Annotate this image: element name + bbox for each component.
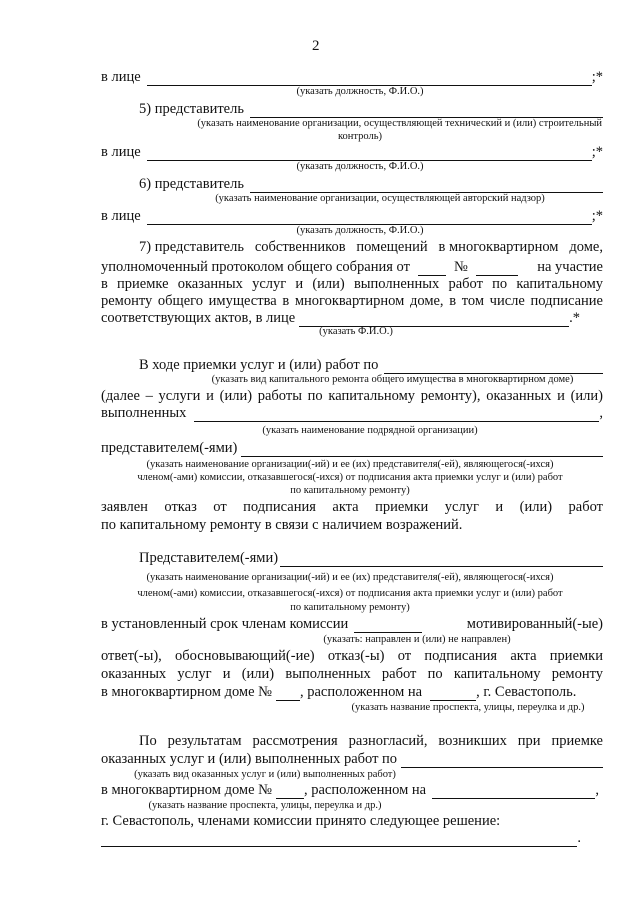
decision-line-d: г. Севастополь, членами комиссии принято следующее решение: [101,813,501,829]
hint-rep-c: по капитальному ремонту) [290,485,410,496]
representatives-line-c: ответ(-ы), обосновывающий(-ие) отказ(-ы) от подписания акта приемки [101,648,603,664]
person-line-2 [101,143,603,161]
person-line-1-prefix: в лице [101,69,141,85]
hint-representatives-b: членом(-ами) комиссии, отказавшегося(-ихся) от подписания акта приемки услуг и (или) работ [137,588,563,599]
decision-located-text: , расположенном на [304,782,427,798]
item-6-line [139,175,603,193]
building-number-text: в многоквартирном доме № [101,684,272,700]
hint-org-5-a: (указать наименование организации, осуществляющей технический и (или) строительный [197,118,602,129]
acceptance-intro: В ходе приемки услуг и (или) работ по [139,357,379,373]
item-7-protocol-text: уполномоченный протоколом общего собрания от [101,259,410,275]
hint-contractor: (указать наименование подрядной организации) [262,425,478,436]
contractor-blank[interactable] [194,407,599,422]
services-blank[interactable] [401,753,603,768]
repair-type-blank[interactable] [384,359,603,374]
item-7-word-2: собственников [254,239,346,255]
item-7-line-d: ремонту общего имущества в многоквартирном доме, в том числе подписание [101,293,603,309]
hint-rep-a: (указать наименование организации(-ий) и ее (их) представителя(-ей), являющегося(-ихся) [146,459,554,470]
representatives-label: представителем(-ями) [101,440,238,456]
decision-blank[interactable] [101,832,577,847]
decision-period: . [577,830,581,846]
city-text: , г. Севастополь. [476,684,577,700]
person-line-3-suffix: ;* [591,208,603,224]
person-line-3-prefix: в лице [101,208,141,224]
hint-representatives-a: (указать наименование организации(-ий) и ее (их) представителя(-ей), являющегося(-ихся) [146,572,554,583]
item-7-acts-suffix: .* [569,310,580,326]
person-line-1 [101,68,603,86]
item-7-word-1: 7) представитель [139,239,244,255]
decision-line-a: По результатам рассмотрения разногласий, возникших при приемке [139,733,603,749]
representatives-line-a [139,549,603,567]
decision-building-text: в многоквартирном доме № [101,782,272,798]
person-line-3-blank[interactable] [147,210,592,225]
acceptance-line-d [101,439,603,457]
hint-fio: (указать Ф.И.О.) [319,326,393,337]
decision-comma: , [595,782,599,798]
representatives-name-blank[interactable] [280,552,603,567]
item-6-blank[interactable] [250,178,603,193]
decision-street-blank[interactable] [432,784,595,799]
hint-address-2: (указать название проспекта, улицы, переулка и др.) [148,800,382,811]
acceptance-line-e: заявлен отказ от подписания акта приемки услуг и (или) работ [101,499,603,515]
services-text: оказанных услуг и (или) выполненных работ по [101,751,398,767]
hint-representatives-c: по капитальному ремонту) [290,602,410,613]
person-line-2-blank[interactable] [147,146,592,161]
person-line-1-suffix: ;* [591,69,603,85]
decision-line-b [101,750,603,768]
item-7-line-a [139,238,603,256]
item-7-line-c: в приемке оказанных услуг и (или) выполненных работ по капитальному [101,276,603,292]
protocol-date-blank[interactable] [418,261,446,276]
decision-line-e [101,829,581,847]
hint-repair-type: (указать вид капитального ремонта общего имущества в многоквартирном доме) [211,374,574,385]
item-7-participation: на участие [537,259,603,275]
hint-position-3: (указать должность, Ф.И.О.) [296,225,424,236]
item-7-word-5: доме, [569,239,603,255]
motivated-text: мотивированный(-ые) [466,616,603,632]
hint-org-5-b: контроль) [337,131,383,142]
representatives-line-e [101,683,603,701]
decision-line-c [101,781,599,799]
acceptance-line-c [101,404,603,422]
hint-sent: (указать: направлен и (или) не направлен) [323,634,511,645]
person-line-3 [101,207,603,225]
acceptance-comma: , [599,405,603,421]
street-blank[interactable] [430,686,476,701]
acceptance-line-a [139,356,603,374]
person-line-2-prefix: в лице [101,144,141,160]
item-7-acts-text: соответствующих актов, в лице [101,310,296,326]
hint-position-1: (указать должность, Ф.И.О.) [296,86,424,97]
item-5-line [139,100,603,118]
hint-position-2: (указать должность, Ф.И.О.) [296,161,424,172]
acceptance-line-b: (далее – услуги и (или) работы по капитальному ремонту), оказанных и (или) [101,388,603,404]
item-5-blank[interactable] [250,103,603,118]
hint-services: (указать вид оказанных услуг и (или) выполненных работ) [134,769,396,780]
representatives-line-b [101,615,603,633]
deadline-text: в установленный срок членам комиссии [101,616,349,632]
building-number-blank[interactable] [276,686,300,701]
hint-rep-b: членом(-ами) комиссии, отказавшегося(-ихся) от подписания акта приемки услуг и (или) работ [137,472,563,483]
person-line-1-blank[interactable] [147,71,592,86]
hint-org-6: (указать наименование организации, осуществляющей авторский надзор) [215,193,545,204]
hint-address-1: (указать название проспекта, улицы, переулка и др.) [351,702,585,713]
item-5-label: 5) представитель [139,101,244,117]
item-7-word-4: в многоквартирном [438,239,559,255]
acceptance-line-f: по капитальному ремонту в связи с наличием возражений. [101,517,463,533]
acceptance-performed: выполненных [101,405,187,421]
protocol-number-blank[interactable] [476,261,518,276]
item-7-word-3: помещений [356,239,428,255]
representatives-blank[interactable] [241,442,603,457]
item-7-line-b [101,258,603,276]
page-number: 2 [312,38,320,54]
representatives-line-d: оказанных услуг и (или) выполненных работ по капитальному ремонту [101,666,603,682]
person-line-2-suffix: ;* [591,144,603,160]
item-7-number-sign: № [453,259,468,275]
sent-status-blank[interactable] [354,618,422,633]
representatives-intro: Представителем(-ями) [139,550,279,566]
decision-building-blank[interactable] [276,784,304,799]
located-text: , расположенном на [300,684,423,700]
item-6-label: 6) представитель [139,176,244,192]
